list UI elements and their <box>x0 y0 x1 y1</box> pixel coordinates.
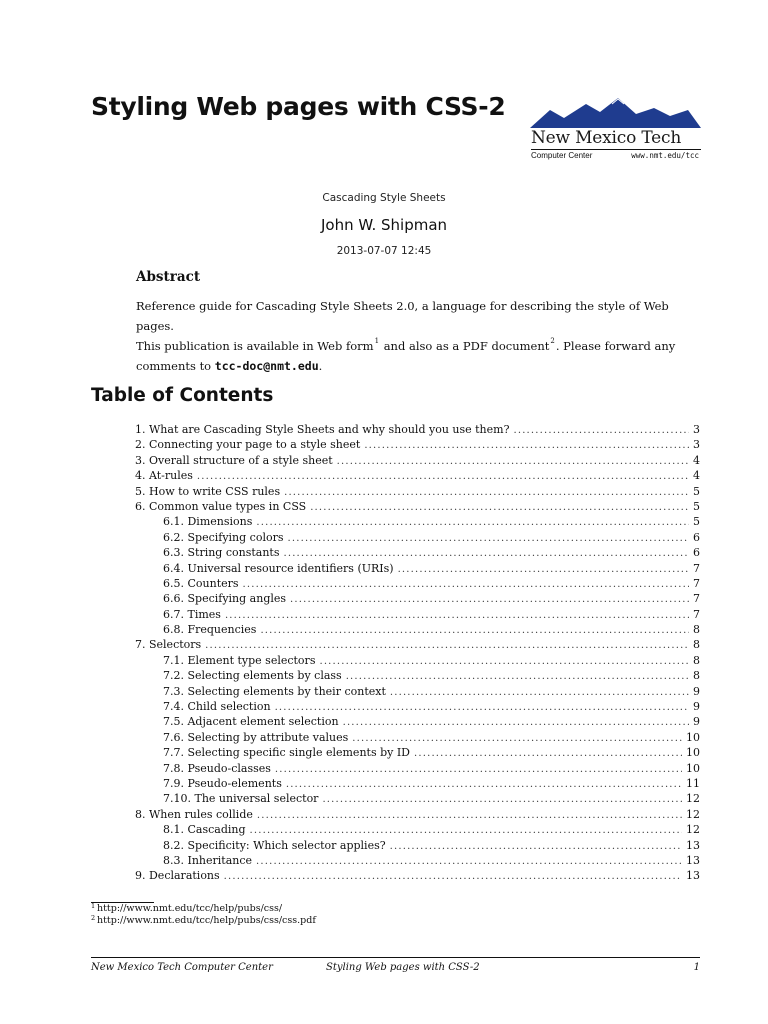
toc-entry-label[interactable]: 6.8. Frequencies <box>163 623 257 637</box>
toc-leader-dots <box>398 562 689 577</box>
toc-entry[interactable] <box>135 730 700 745</box>
footnote-2 <box>91 915 316 927</box>
toc-entry-page[interactable]: 11 <box>686 776 700 790</box>
toc-entry-label[interactable]: 3. Overall structure of a style sheet <box>135 453 333 467</box>
abstract-body <box>136 296 676 376</box>
footer-organization: New Mexico Tech Computer Center <box>91 962 273 973</box>
toc-entry-page[interactable]: 7 <box>693 592 700 606</box>
toc-entry-label[interactable]: 6.4. Universal resource identifiers (URIs) <box>163 561 394 575</box>
toc-leader-dots <box>286 777 682 792</box>
toc-leader-dots <box>390 839 682 854</box>
toc-leader-dots <box>390 685 689 700</box>
toc-heading: Table of Contents <box>91 385 274 406</box>
nmt-logo <box>528 98 703 160</box>
footer-title: Styling Web pages with CSS-2 <box>326 962 480 973</box>
toc-entry-label[interactable]: 8.3. Inheritance <box>163 853 253 867</box>
toc-entry-page[interactable]: 8 <box>693 623 700 637</box>
toc-entry[interactable] <box>135 622 700 637</box>
toc-entry-label[interactable]: 7.3. Selecting elements by their context <box>163 684 386 698</box>
footnote-ref-1[interactable]: 1 <box>374 337 380 345</box>
toc-entry-label[interactable]: 6.1. Dimensions <box>163 515 253 529</box>
toc-leader-dots <box>346 669 689 684</box>
toc-entry[interactable] <box>135 468 700 483</box>
toc-entry[interactable] <box>135 607 700 622</box>
toc-leader-dots <box>284 485 689 500</box>
footnote-number: 2 <box>91 914 96 922</box>
logo-url: www.nmt.edu/tcc <box>631 151 699 160</box>
abstract-line-1: Reference guide for Cascading Style Sheets 2.0, a language for describing the style of Web pages. <box>136 299 669 333</box>
toc-entry[interactable] <box>135 591 700 606</box>
toc-entry-label[interactable]: 2. Connecting your page to a style sheet <box>135 438 361 452</box>
toc-entry-page[interactable]: 4 <box>693 453 700 467</box>
toc-leader-dots <box>414 746 682 761</box>
toc-entry-page[interactable]: 7 <box>693 576 700 590</box>
footnote-ref-2[interactable]: 2 <box>550 337 555 345</box>
toc-leader-dots <box>257 808 682 823</box>
toc-entry-label[interactable]: 6.5. Counters <box>163 576 239 590</box>
toc-leader-dots <box>225 608 689 623</box>
document-title: Styling Web pages with CSS-2 <box>91 92 506 121</box>
document-date: 2013-07-07 12:45 <box>336 245 432 257</box>
toc-leader-dots <box>290 592 689 607</box>
toc-entry[interactable] <box>135 699 700 714</box>
toc-leader-dots <box>275 700 689 715</box>
toc-entry-page[interactable]: 13 <box>686 838 700 852</box>
toc-entry-page[interactable]: 3 <box>693 438 700 452</box>
toc-entry[interactable] <box>135 514 700 529</box>
page-number: 1 <box>693 962 700 973</box>
toc-entry-label[interactable]: 7. Selectors <box>135 638 202 652</box>
toc-leader-dots <box>243 577 689 592</box>
toc-entry-page[interactable]: 12 <box>686 792 700 806</box>
toc-entry[interactable] <box>135 576 700 591</box>
toc-entry-label[interactable]: 6.2. Specifying colors <box>163 530 284 544</box>
toc-entry[interactable] <box>135 714 700 729</box>
table-of-contents <box>135 422 700 884</box>
toc-leader-dots <box>205 638 689 653</box>
toc-entry[interactable] <box>135 561 700 576</box>
toc-entry[interactable] <box>135 453 700 468</box>
toc-leader-dots <box>275 762 682 777</box>
toc-entry[interactable] <box>135 791 700 806</box>
toc-entry[interactable] <box>135 668 700 683</box>
toc-entry[interactable] <box>135 807 700 822</box>
toc-leader-dots <box>513 423 689 438</box>
abstract-text: comments to <box>136 359 215 373</box>
toc-entry-page[interactable]: 4 <box>693 469 700 483</box>
footnote-number: 1 <box>91 902 96 910</box>
footnotes <box>91 903 316 927</box>
toc-entry[interactable] <box>135 868 700 883</box>
toc-leader-dots <box>256 854 682 869</box>
toc-leader-dots <box>310 500 689 515</box>
toc-entry-label[interactable]: 8.2. Specificity: Which selector applies? <box>163 838 386 852</box>
toc-entry[interactable] <box>135 822 700 837</box>
toc-entry-label[interactable]: 6.7. Times <box>163 607 221 621</box>
toc-entry[interactable] <box>135 530 700 545</box>
toc-entry-label[interactable]: 7.4. Child selection <box>163 700 271 714</box>
toc-entry-label[interactable]: 6.3. String constants <box>163 546 280 560</box>
toc-entry-page[interactable]: 13 <box>686 869 700 883</box>
toc-entry-page[interactable]: 5 <box>693 484 700 498</box>
toc-entry[interactable] <box>135 684 700 699</box>
toc-entry-label[interactable]: 7.9. Pseudo-elements <box>163 776 282 790</box>
toc-leader-dots <box>224 869 682 884</box>
toc-entry[interactable] <box>135 776 700 791</box>
toc-entry[interactable] <box>135 437 700 452</box>
toc-entry-page[interactable]: 8 <box>693 669 700 683</box>
document-author: John W. Shipman <box>320 216 448 234</box>
toc-entry-label[interactable]: 1. What are Cascading Style Sheets and why should you use them? <box>135 423 510 436</box>
toc-entry-page[interactable]: 9 <box>693 700 700 714</box>
toc-leader-dots <box>319 654 689 669</box>
toc-entry-page[interactable]: 7 <box>693 607 700 621</box>
toc-entry-page[interactable]: 8 <box>693 638 700 652</box>
toc-entry-page[interactable]: 7 <box>693 561 700 575</box>
toc-entry-page[interactable]: 5 <box>693 499 700 513</box>
toc-leader-dots <box>260 623 689 638</box>
toc-entry[interactable] <box>135 484 700 499</box>
toc-leader-dots <box>364 438 689 453</box>
abstract-text: and also as a PDF document <box>380 339 550 353</box>
toc-entry[interactable] <box>135 545 700 560</box>
toc-entry-page[interactable]: 3 <box>693 423 700 436</box>
abstract-line-3 <box>136 356 676 376</box>
abstract-text: This publication is available in Web form <box>136 339 374 353</box>
toc-entry-page[interactable]: 9 <box>693 684 700 698</box>
toc-entry-page[interactable]: 6 <box>693 530 700 544</box>
toc-entry-page[interactable]: 6 <box>693 546 700 560</box>
toc-entry[interactable] <box>135 745 700 760</box>
toc-entry[interactable] <box>135 838 700 853</box>
toc-entry-page[interactable]: 10 <box>686 730 700 744</box>
toc-entry-page[interactable]: 10 <box>686 746 700 760</box>
toc-entry-label[interactable]: 7.2. Selecting elements by class <box>163 669 342 683</box>
toc-entry-page[interactable]: 12 <box>686 823 700 837</box>
toc-entry[interactable] <box>135 761 700 776</box>
logo-name: New Mexico Tech <box>531 128 682 148</box>
toc-leader-dots <box>288 531 689 546</box>
footnote-url[interactable]: http://www.nmt.edu/tcc/help/pubs/css/ <box>97 903 283 914</box>
toc-entry-page[interactable]: 8 <box>693 653 700 667</box>
abstract-heading: Abstract <box>136 269 201 285</box>
toc-entry-label[interactable]: 7.10. The universal selector <box>163 792 319 806</box>
document-subtitle: Cascading Style Sheets <box>322 192 446 204</box>
footer-divider <box>91 957 700 958</box>
toc-entry[interactable] <box>135 422 700 437</box>
contact-email-link[interactable]: tcc-doc@nmt.edu <box>214 359 319 373</box>
toc-entry-page[interactable]: 12 <box>686 807 700 821</box>
mountain-shape <box>530 98 701 128</box>
toc-entry-label[interactable]: 7.5. Adjacent element selection <box>163 715 339 729</box>
toc-leader-dots <box>250 823 682 838</box>
toc-entry-label[interactable]: 8. When rules collide <box>135 807 253 821</box>
toc-leader-dots <box>256 515 689 530</box>
toc-entry-page[interactable]: 13 <box>686 853 700 867</box>
toc-entry-page[interactable]: 5 <box>693 515 700 529</box>
toc-leader-dots <box>337 454 689 469</box>
toc-entry-label[interactable]: 5. How to write CSS rules <box>135 484 281 498</box>
abstract-line-2 <box>136 336 676 356</box>
footnote-url[interactable]: http://www.nmt.edu/tcc/help/pubs/css/css.pdf <box>97 915 316 926</box>
logo-subtitle: Computer Center <box>531 151 593 160</box>
footnote-1 <box>91 903 316 915</box>
toc-entry-label[interactable]: 9. Declarations <box>135 869 220 883</box>
toc-entry-label[interactable]: 7.8. Pseudo-classes <box>163 761 271 775</box>
logo-divider <box>531 149 701 150</box>
toc-leader-dots <box>322 792 682 807</box>
toc-entry[interactable] <box>135 637 700 652</box>
toc-entry-label[interactable]: 6. Common value types in CSS <box>135 499 307 513</box>
toc-entry-label[interactable]: 8.1. Cascading <box>163 823 246 837</box>
toc-entry-page[interactable]: 10 <box>686 761 700 775</box>
mountain-logo-icon <box>528 98 703 128</box>
toc-entry[interactable] <box>135 853 700 868</box>
toc-leader-dots <box>197 469 689 484</box>
toc-entry-label[interactable]: 7.6. Selecting by attribute values <box>163 730 349 744</box>
toc-leader-dots <box>283 546 689 561</box>
toc-entry-label[interactable]: 4. At-rules <box>135 469 193 483</box>
abstract-text: . Please forward any <box>555 339 676 353</box>
abstract-text: . <box>318 359 323 373</box>
toc-entry-label[interactable]: 7.1. Element type selectors <box>163 653 316 667</box>
toc-entry-label[interactable]: 7.7. Selecting specific single elements by ID <box>163 746 411 760</box>
toc-entry[interactable] <box>135 499 700 514</box>
toc-entry[interactable] <box>135 653 700 668</box>
toc-entry-label[interactable]: 6.6. Specifying angles <box>163 592 287 606</box>
toc-leader-dots <box>343 715 689 730</box>
toc-leader-dots <box>352 731 682 746</box>
toc-entry-page[interactable]: 9 <box>693 715 700 729</box>
